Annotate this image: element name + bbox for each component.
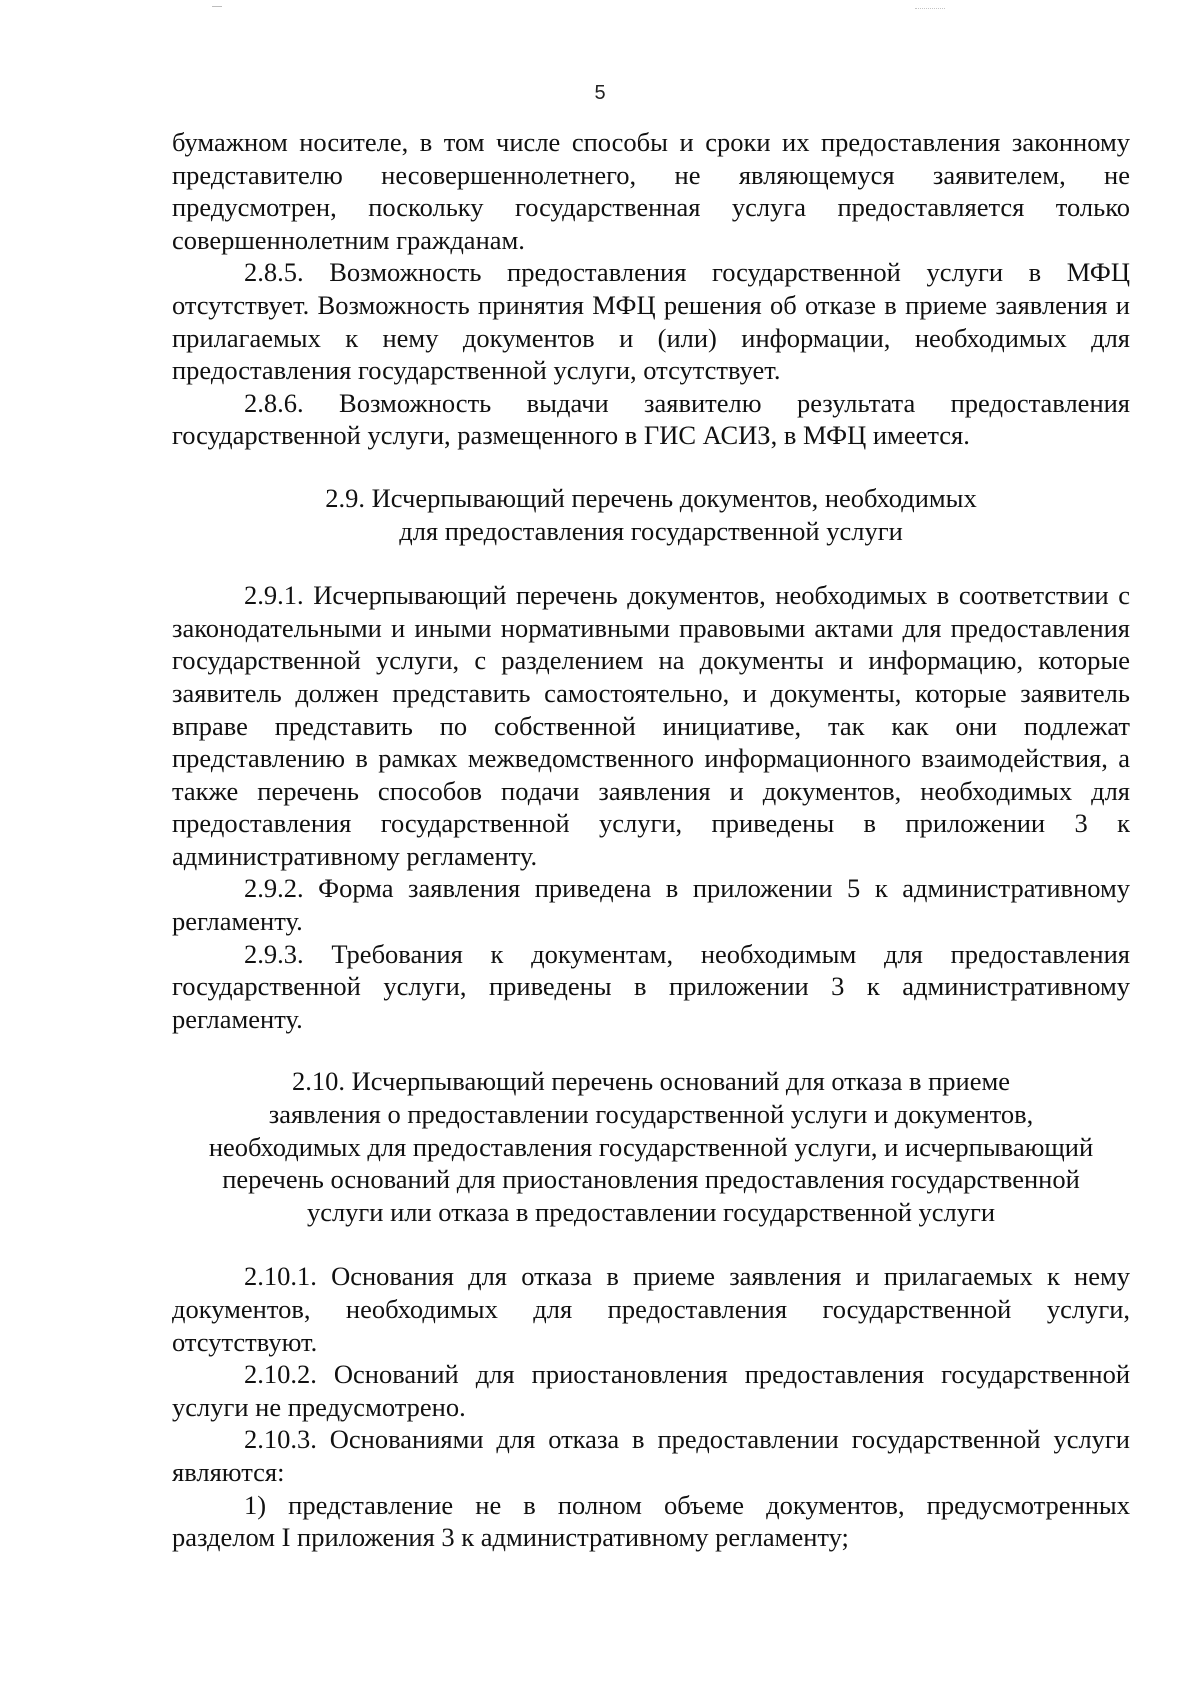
paragraph: 2.9.3. Требования к документам, необходимым для предоставления государственной услуги, приведены в приложении 3 к административному регламенту. [172,938,1130,1034]
section-heading-line: услуги или отказа в предоставлении государственной услуги [306,1196,996,1227]
paragraph: 2.9.1. Исчерпывающий перечень документов, необходимых в соответствии с законодательными и иными нормативными правовыми актами для предоставления государственной услуги, с разделением на документы и информацию, которые заявитель должен представить самостоятельно, и документы, которые заявитель вправе представить по собственной инициативе, так как они подлежат представлению в рамках межведомственного информационного взаимодействия, а также перечень способов подачи заявления и документов, необходимых для предоставления государственной услуги, приведены в приложении 3 к административному регламенту. [172,580,1130,871]
section-heading-line: необходимых для предоставления государственной услуги, и исчерпывающий [208,1131,1094,1162]
section-heading [172,482,1130,547]
section-heading-line: 2.10. Исчерпывающий перечень оснований для отказа в приеме [291,1066,1011,1097]
paragraph: 1) представление не в полном объеме документов, предусмотренных разделом I приложения 3 к административному регламенту; [172,1489,1130,1553]
section-heading-line: для предоставления государственной услуги [399,515,903,546]
paragraph: 2.8.6. Возможность выдачи заявителю результата предоставления государственной услуги, размещенного в ГИС АСИЗ, в МФЦ имеется. [172,387,1130,451]
section-heading-line: 2.9. Исчерпывающий перечень документов, необходимых [325,482,977,513]
spacer [172,452,1130,482]
document-body [172,126,1130,1554]
paragraph: 2.10.2. Оснований для приостановления предоставления государственной услуги не предусмотрено. [172,1359,1130,1422]
scan-artifact [480,8,780,24]
section-heading-line: заявления о предоставлении государственной услуги и документов, [268,1099,1034,1130]
section-heading-line: перечень оснований для приостановления предоставления государственной [222,1164,1080,1195]
scan-artifact [915,8,945,10]
spacer [172,1035,1130,1065]
spacer [172,1228,1130,1260]
spacer [172,547,1130,579]
section-heading [172,1065,1130,1228]
paragraph: 2.10.3. Основаниями для отказа в предоставлении государственной услуги являются: [172,1424,1130,1487]
paragraph: 2.10.1. Основания для отказа в приеме заявления и прилагаемых к нему документов, необходимых для предоставления государственной услуги, отсутствуют. [172,1261,1130,1357]
paragraph: 2.9.2. Форма заявления приведена в приложении 5 к административному регламенту. [172,873,1130,937]
paragraph: 2.8.5. Возможность предоставления государственной услуги в МФЦ отсутствует. Возможность принятия МФЦ решения об отказе в приеме заявления и прилагаемых к нему документов и (или) информации, необходимых для предоставления государственной услуги, отсутствует. [172,257,1130,386]
paragraph: бумажном носителе, в том числе способы и сроки их предоставления законному представителю несовершеннолетнего, не являющемуся заявителем, не предусмотрен, поскольку государственная услуга предоставляется только совершеннолетним гражданам. [172,127,1130,255]
page-number: 5 [594,82,606,104]
scan-artifact [212,6,222,7]
